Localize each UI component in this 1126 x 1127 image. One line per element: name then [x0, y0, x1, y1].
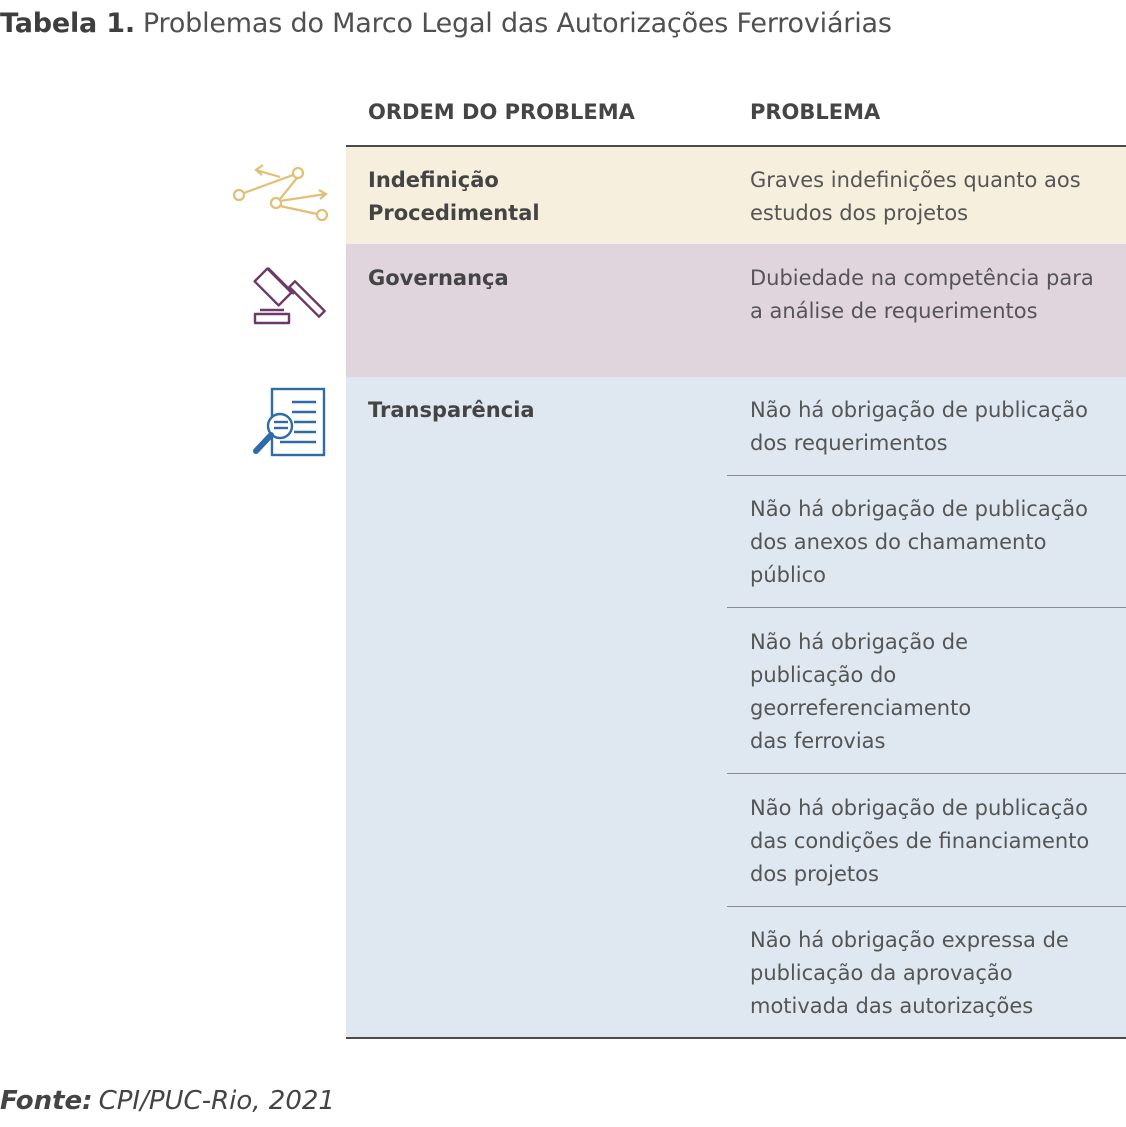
problem-cell: Não há obrigação de publicação dos anexos do chamamento público — [750, 497, 1088, 587]
table-number: Tabela 1. — [0, 8, 135, 39]
problem-cell: Não há obrigação expressa de publicação da aprovação motivada das autorizações — [750, 928, 1069, 1018]
problem-divider — [727, 607, 1126, 608]
gavel-icon — [250, 258, 332, 334]
problem-divider — [727, 475, 1126, 476]
category-transparencia: Transparência — [368, 398, 535, 422]
source-text: CPI/PUC-Rio, 2021 — [98, 1086, 335, 1116]
header-problem-order: ORDEM DO PROBLEMA — [368, 100, 635, 124]
network-arrows-icon — [228, 163, 333, 229]
header-problem: PROBLEMA — [750, 100, 881, 124]
category-indefinicao: Indefinição Procedimental — [368, 168, 540, 225]
table-title — [0, 8, 892, 39]
category-governanca: Governança — [368, 266, 509, 290]
problem-divider — [727, 773, 1126, 774]
document-magnifier-icon — [250, 386, 330, 462]
table-title-text: Problemas do Marco Legal das Autorizações Ferroviárias — [142, 8, 892, 39]
problem-cell: Não há obrigação de publicação das condições de financiamento dos projetos — [750, 796, 1090, 886]
table-bottom-rule — [346, 1037, 1126, 1039]
problem-divider — [727, 906, 1126, 907]
problem-cell: Dubiedade na competência para a análise de requerimentos — [750, 266, 1094, 323]
source-label: Fonte: — [0, 1086, 93, 1116]
problem-cell: Não há obrigação de publicação dos requerimentos — [750, 398, 1088, 455]
source-note — [0, 1086, 335, 1116]
problem-cell: Graves indefinições quanto aos estudos dos projetos — [750, 168, 1081, 225]
problem-cell: Não há obrigação de publicação do georreferenciamento das ferrovias — [750, 630, 972, 753]
